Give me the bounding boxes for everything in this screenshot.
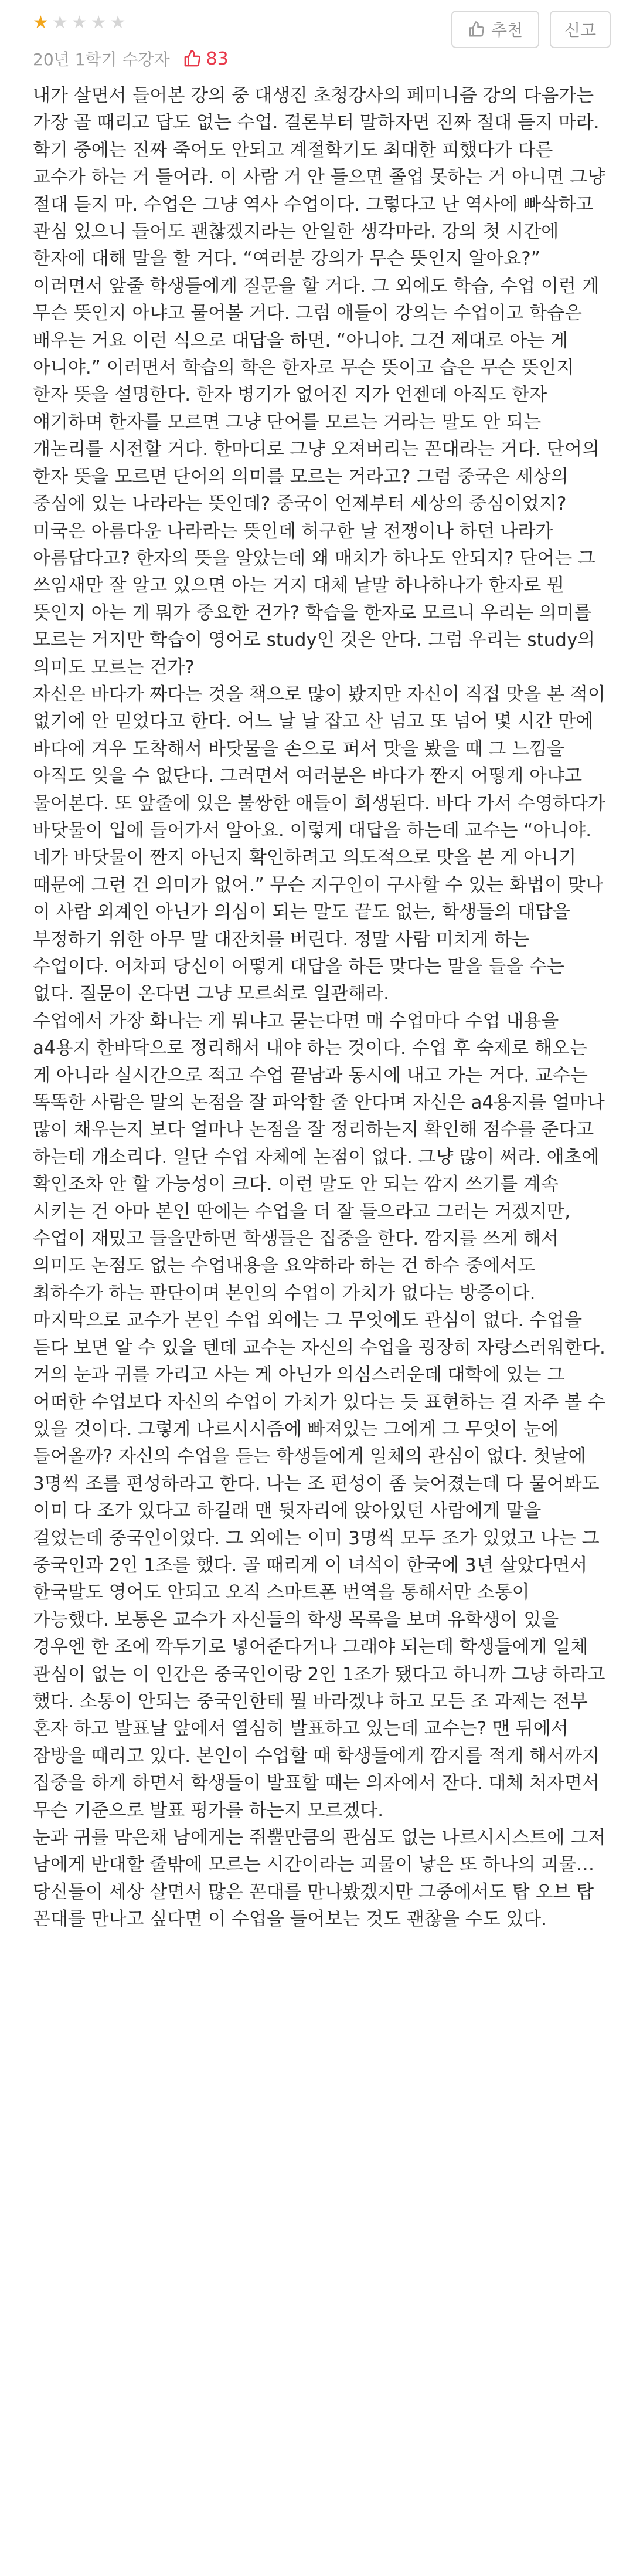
like-count-value: 83 [206,48,229,69]
star-filled-icon: ★ [33,12,49,33]
thumbs-up-icon [183,49,202,68]
star-empty-icon: ★ [52,12,68,33]
star-empty-icon: ★ [110,12,126,33]
review-header [0,0,633,82]
star-rating [33,14,126,32]
report-button[interactable] [550,11,611,48]
star-empty-icon: ★ [71,12,87,33]
semester-label: 20년 1학기 수강자 [33,50,170,69]
recommend-button[interactable] [451,11,539,48]
thumbs-up-icon [468,21,485,38]
review-text: 내가 살면서 들어본 강의 중 대생진 초청강사의 페미니즘 강의 다음가는 가장 골 때리고 답도 없는 수업. 결론부터 말하자면 진짜 절대 듣지 마라. 학기 중에는 진짜 죽어도 안되고 계절학기도 최대한 피했다가 다른 교수가 하는 거 들어라. 이 사람 거 안 들으면 졸업 못하는 거 아니면 그냥 절대 듣지 마. 수업은 그냥 역사 수업이다. 그렇다고 난 역사에 빠삭하고 관심 있으니 들어도 괜찮겠지라는 안일한 생각마라. 강의 첫 시간에 한자에 대해 말을 할 거다. “여러분 강의가 무슨 뜻인지 알아요?” 이러면서 앞줄 학생들에게 질문을 할 거다. 그 외에도 학습, 수업 이런 게 무슨 뜻인지 아냐고 물어볼 거다. 그럼 애들이 강의는 수업이고 학습은 배우는 거요 이런 식으로 대답을 하면. “아니야. 그건 제대로 아는 게 아니야.” 이러면서 학습의 학은 한자로 무슨 뜻이고 습은 무슨 뜻인지 한자 뜻을 설명한다. 한자 병기가 없어진 지가 언젠데 아직도 한자 얘기하며 한자를 모르면 그냥 단어를 모르는 거라는 말도 안 되는 개논리를 시전할 거다. 한마디로 그냥 오져버리는 꼰대라는 거다. 단어의 한자 뜻을 모르면 단어의 의미를 모르는 거라고? 그럼 중국은 세상의 중심에 있는 나라라는 뜻인데? 중국이 언제부터 세상의 중심이었지? 미국은 아름다운 나라라는 뜻인데 허구한 날 전쟁이나 하던 나라가 아름답다고? 한자의 뜻을 알았는데 왜 매치가 하나도 안되지? 단어는 그 쓰임새만 잘 알고 있으면 아는 거지 대체 낱말 하나하나가 한자로 뭔 뜻인지 아는 게 뭐가 중요한 건가? 학습을 한자로 모르니 우리는 의미를 모르는 거지만 학습이 영어로 study인 것은 안다. 그럼 우리는 study의 의미도 모르는 건가? 자신은 바다가 짜다는 것을 책으로 많이 봤지만 자신이 직접 맛을 본 적이 없기에 안 믿었다고 한다. 어느 날 날 잡고 산 넘고 또 넘어 몇 시간 만에 바다에 겨우 도착해서 바닷물을 손으로 퍼서 맛을 봤을 때 그 느낌을 아직도 잊을 수 없단다. 그러면서 여러분은 바다가 짠지 어떻게 아냐고 물어본다. 또 앞줄에 있은 불쌍한 애들이 희생된다. 바다 가서 수영하다가 바닷물이 입에 들어가서 알아요. 이렇게 대답을 하는데 교수는 “아니야. 네가 바닷물이 짠지 아닌지 확인하려고 의도적으로 맛을 본 게 아니기 때문에 그런 건 의미가 없어.” 무슨 지구인이 구사할 수 있는 화법이 맞나 이 사람 외계인 아닌가 의심이 되는 말도 끝도 없는, 학생들의 대답을 부정하기 위한 아무 말 대잔치를 버린다. 정말 사람 미치게 하는 수업이다. 어차피 당신이 어떻게 대답을 하든 맞다는 말을 들을 수는 없다. 질문이 온다면 그냥 모르쇠로 일관해라. 수업에서 가장 화나는 게 뭐냐고 묻는다면 매 수업마다 수업 내용을 a4용지 한바닥으로 정리해서 내야 하는 것이다. 수업 후 숙제로 해오는 게 아니라 실시간으로 적고 수업 끝남과 동시에 내고 가는 거다. 교수는 똑똑한 사람은 말의 논점을 잘 파악할 줄 안다며 자신은 a4용지를 얼마나 많이 채우는지 보다 얼마나 논점을 잘 정리하는지 확인해 점수를 준다고 하는데 개소리다. 일단 수업 자체에 논점이 없다. 그냥 많이 써라. 애초에 확인조차 안 할 가능성이 크다. 이런 말도 안 되는 깜지 쓰기를 계속 시키는 건 아마 본인 딴에는 수업을 더 잘 들으라고 그러는 거겠지만, 수업이 재밌고 들을만하면 학생들은 집중을 한다. 깜지를 쓰게 해서 의미도 논점도 없는 수업내용을 요약하라 하는 건 하수 중에서도 최하수가 하는 판단이며 본인의 수업이 가치가 없다는 방증이다. 마지막으로 교수가 본인 수업 외에는 그 무엇에도 관심이 없다. 수업을 듣다 보면 알 수 있을 텐데 교수는 자신의 수업을 굉장히 자랑스러워한다. 거의 눈과 귀를 가리고 사는 게 아닌가 의심스러운데 대학에 있는 그 어떠한 수업보다 자신의 수업이 가치가 있다는 듯 표현하는 걸 자주 볼 수 있을 것이다. 그렇게 나르시시즘에 빠져있는 그에게 그 무엇이 눈에 들어올까? 자신의 수업을 듣는 학생들에게 일체의 관심이 없다. 첫날에 3명씩 조를 편성하라고 한다. 나는 조 편성이 좀 늦어졌는데 다 물어봐도 이미 다 조가 있다고 하길래 맨 뒷자리에 앉아있던 사람에게 말을 걸었는데 중국인이었다. 그 외에는 이미 3명씩 모두 조가 있었고 나는 그 중국인과 2인 1조를 했다. 골 때리게 이 녀석이 한국에 3년 살았다면서 한국말도 영어도 안되고 오직 스마트폰 번역을 통해서만 소통이 가능했다. 보통은 교수가 자신들의 학생 목록을 보며 유학생이 있을 경우엔 한 조에 깍두기로 넣어준다거나 그래야 되는데 학생들에게 일체 관심이 없는 이 인간은 중국인이랑 2인 1조가 됐다고 하니까 그냥 하라고 했다. 소통이 안되는 중국인한테 뭘 바라겠냐 하고 모든 조 과제는 전부 혼자 하고 발표날 앞에서 열심히 발표하고 있는데 교수는? 맨 뒤에서 잠방을 때리고 있다. 본인이 수업할 때 학생들에게 깜지를 적게 해서까지 집중을 하게 하면서 학생들이 발표할 때는 의자에서 잔다. 대체 처자면서 무슨 기준으로 발표 평가를 하는지 모르겠다. 눈과 귀를 막은채 남에게는 쥐뿔만큼의 관심도 없는 나르시시스트에 그저 남에게 반대할 줄밖에 모르는 시간이라는 괴물이 낳은 또 하나의 괴물… 당신들이 세상 살면서 많은 꼰대를 만나봤겠지만 그중에서도 탑 오브 탑 꼰대를 만나고 싶다면 이 수업을 들어보는 것도 괜찮을 수도 있다. [33,85,606,1930]
star-empty-icon: ★ [90,12,107,33]
like-count [183,49,229,69]
recommend-label: 추천 [491,21,523,40]
review-meta [33,47,229,70]
report-label: 신고 [564,21,597,40]
review-actions [451,11,611,48]
